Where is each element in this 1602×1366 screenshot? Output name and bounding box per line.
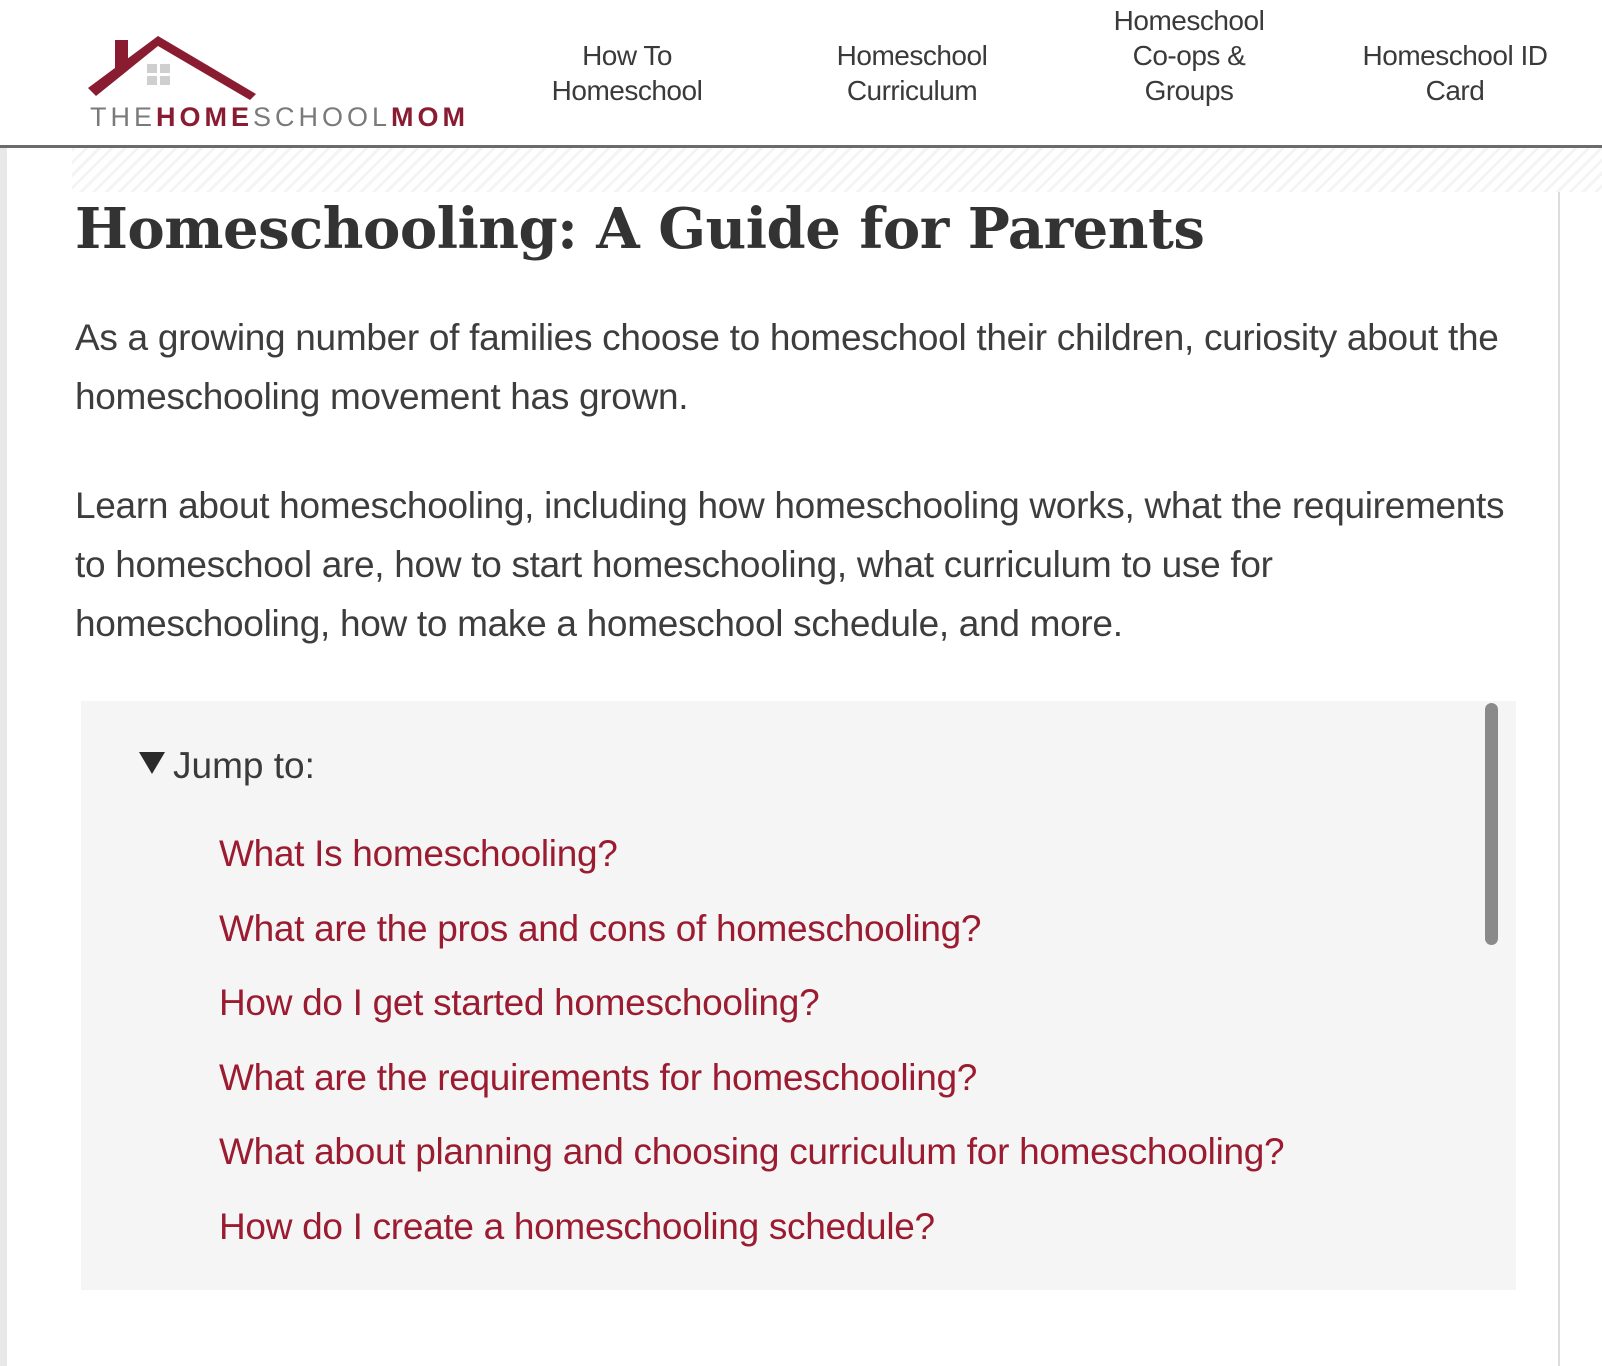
nav-label-line: How To xyxy=(582,40,672,71)
site-header xyxy=(0,0,1602,148)
toc-item xyxy=(219,904,1284,979)
logo-word-home: HOME xyxy=(156,102,253,132)
toc-item xyxy=(219,1202,1284,1277)
logo-word-the: THE xyxy=(90,102,156,132)
nav-label-line: Homeschool xyxy=(1113,5,1265,36)
nav-how-to-homeschool[interactable] xyxy=(522,38,732,108)
main-nav xyxy=(0,0,1602,145)
nav-homeschool-curriculum[interactable] xyxy=(806,38,1018,108)
nav-label-line: Homeschool xyxy=(551,75,703,106)
toc-link-curriculum[interactable]: What about planning and choosing curriculum for homeschooling? xyxy=(219,1131,1285,1172)
toc-item xyxy=(219,829,1284,904)
toc-item xyxy=(219,1053,1284,1128)
logo-word-mom: MOM xyxy=(391,102,470,132)
toc-toggle-label: Jump to: xyxy=(173,745,315,786)
nav-label-line: Card xyxy=(1425,75,1485,106)
toc-scrollbar-thumb[interactable] xyxy=(1485,703,1498,945)
nav-homeschool-id-card[interactable] xyxy=(1344,38,1566,108)
nav-label-line: Homeschool ID xyxy=(1362,40,1548,71)
toc-link-requirements[interactable]: What are the requirements for homeschooling? xyxy=(219,1056,978,1098)
toc-item xyxy=(219,1127,1284,1202)
triangle-down-icon xyxy=(139,752,165,774)
decorative-stripe-band xyxy=(72,148,1602,192)
nav-label-line: Homeschool xyxy=(836,40,988,71)
left-rail xyxy=(0,148,7,1366)
nav-homeschool-coops-groups[interactable] xyxy=(1084,3,1294,108)
nav-label-line: Groups xyxy=(1144,75,1234,106)
toc-link-schedule[interactable]: How do I create a homeschooling schedule? xyxy=(219,1205,935,1247)
toc-link-what-is-homeschooling[interactable]: What Is homeschooling? xyxy=(219,833,618,874)
content-right-border xyxy=(1558,192,1560,1366)
toc-list xyxy=(219,829,1284,1276)
intro-paragraph: As a growing number of families choose to homeschool their children, curiosity about the homeschooling movement has grown. xyxy=(75,317,1499,417)
logo-word-school: SCHOOL xyxy=(253,102,392,132)
overview-paragraph: Learn about homeschooling, including how homeschooling works, what the requirements to homeschool are, how to start homeschooling, what curriculum to use for homeschooling, how to make a homeschool schedule, and more. xyxy=(75,485,1505,644)
toc-item xyxy=(219,978,1284,1053)
nav-label-line: Curriculum xyxy=(846,75,978,106)
toc-link-get-started[interactable]: How do I get started homeschooling? xyxy=(219,982,820,1023)
table-of-contents xyxy=(81,701,1516,1290)
toc-link-pros-and-cons[interactable]: What are the pros and cons of homeschooling? xyxy=(219,907,982,949)
nav-label-line: Co-ops & xyxy=(1132,40,1246,71)
toc-toggle[interactable] xyxy=(139,741,315,791)
page-title: Homeschooling: A Guide for Parents xyxy=(75,196,1205,262)
